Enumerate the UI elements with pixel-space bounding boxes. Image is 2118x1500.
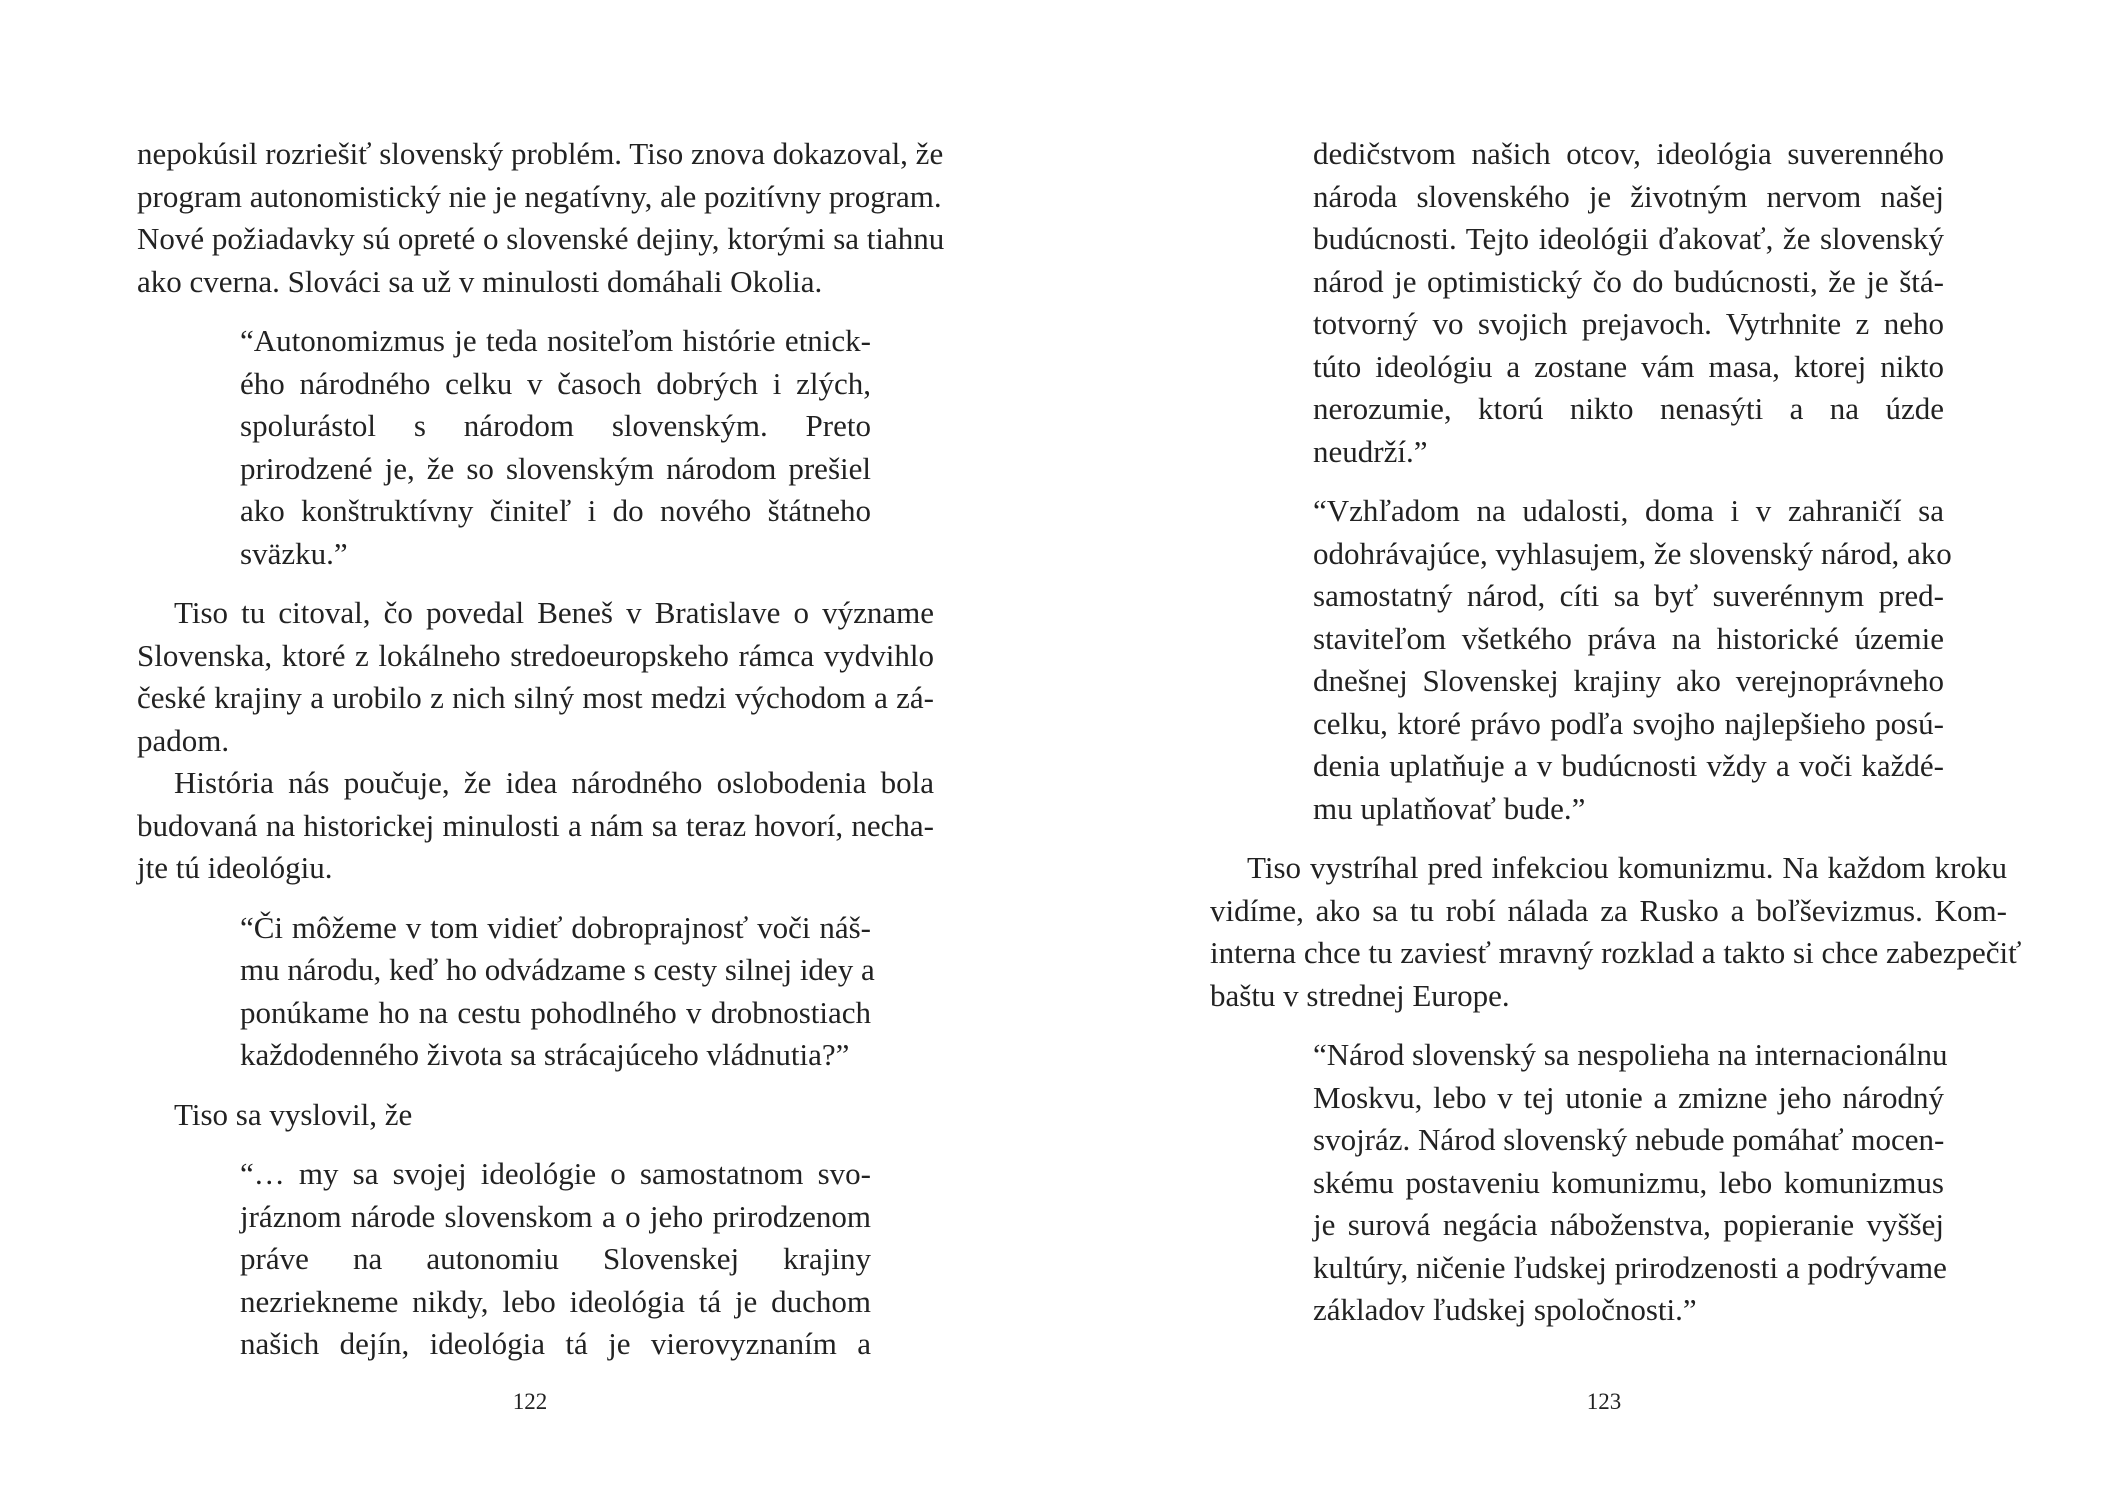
text-line: ponúkame ho na cestu pohodlného v drobnostiach [240, 994, 871, 1030]
text-line: Tiso tu citoval, čo povedal Beneš v Bratislave o význame [174, 595, 934, 630]
right-page-text [1210, 133, 2022, 1332]
text-line: samostatný národ, cíti sa byť suverénnym pred- [1313, 578, 1944, 613]
text-line: Slovenska, ktoré z lokálneho stredoeuropskeho rámca vydvihlo [137, 637, 934, 673]
text-line: “Vzhľadom na udalosti, doma i v zahraničí sa [1313, 493, 1944, 528]
text-line: Moskvu, lebo v tej utonie a zmizne jeho národný [1313, 1079, 1944, 1115]
text-line: národ je optimistický čo do budúcnosti, že je štá- [1313, 263, 1944, 299]
body-paragraph [1210, 847, 2022, 1017]
left-page-text [137, 133, 945, 1366]
text-line: svojráz. Národ slovenský nebude pomáhať mocen- [1313, 1122, 1945, 1157]
block-quote [1313, 490, 1952, 830]
text-line: História nás poučuje, že idea národného oslobodenia bola [174, 765, 934, 800]
text-line: spolurástol s národom slovenským. Preto [240, 408, 871, 443]
text-line: staviteľom všetkého práva na historické územie [1313, 620, 1944, 656]
block-quote [240, 1153, 871, 1366]
text-line: práve na autonomiu Slovenskej krajiny [240, 1241, 871, 1276]
page-number: 122 [512, 1389, 548, 1414]
text-line: jráznom národe slovenskom a o jeho prirodzenom [240, 1198, 871, 1234]
text-line: prirodzené je, že so slovenským národom prešiel [240, 450, 871, 486]
text-line: české krajiny a urobilo z nich silný most medzi východom a zá- [137, 680, 934, 715]
text-line: sväzku.” [240, 535, 348, 571]
body-paragraph [137, 762, 934, 890]
text-line: kultúry, ničenie ľudskej prirodzenosti a podrývame [1313, 1249, 1947, 1285]
text-line: dnešnej Slovenskej krajiny ako verejnoprávneho [1313, 663, 1944, 698]
body-paragraph [137, 592, 934, 762]
text-line: odohrávajúce, vyhlasujem, že slovenský národ, ako [1313, 535, 1952, 571]
text-line: mu národu, keď ho odvádzame s cesty silnej idey a [240, 952, 875, 987]
text-line: ako cverna. Slováci sa už v minulosti domáhali Okolia. [137, 263, 823, 299]
text-line: “… my sa svojej ideológie o samostatnom svo- [240, 1156, 871, 1191]
text-line: túto ideológiu a zostane vám masa, ktorej nikto [1313, 348, 1944, 384]
text-line: skému postaveniu komunizmu, lebo komunizmus [1313, 1164, 1944, 1200]
text-line: ého národného celku v časoch dobrých i zlých, [240, 365, 871, 401]
text-line: nepokúsil rozriešiť slovenský problém. Tiso znova dokazoval, že [137, 136, 944, 171]
text-line: mu uplatňovať bude.” [1313, 790, 1586, 826]
text-line: denia uplatňuje a v budúcnosti vždy a voči každé- [1313, 748, 1944, 783]
text-line: budovaná na historickej minulosti a nám sa teraz hovorí, necha- [137, 807, 934, 843]
block-quote [240, 907, 875, 1077]
right-page [1059, 0, 2118, 1500]
text-line: našich dejín, ideológia tá je vierovyznaním a [240, 1326, 871, 1361]
text-line: Nové požiadavky sú opreté o slovenské dejiny, ktorými sa tiahnu [137, 221, 945, 256]
text-line: ako konštruktívny činiteľ i do nového štátneho [240, 493, 871, 528]
text-line: nerozumie, ktorú nikto nenasýti a na úzde [1313, 391, 1944, 426]
text-line: program autonomistický nie je negatívny, ale pozitívny program. [137, 178, 942, 214]
text-line: jte tú ideológiu. [137, 850, 333, 885]
text-line: vidíme, ako sa tu robí nálada za Rusko a boľševizmus. Kom- [1210, 892, 2007, 928]
block-quote [1313, 1034, 1948, 1332]
page-number: 123 [1586, 1389, 1622, 1414]
text-line: “Národ slovenský sa nespolieha na internacionálnu [1313, 1037, 1948, 1072]
body-paragraph [137, 1094, 934, 1137]
text-line: budúcnosti. Tejto ideológii ďakovať, že slovenský [1313, 221, 1944, 256]
text-line: neudrží.” [1313, 433, 1428, 469]
text-line: nezriekneme nikdy, lebo ideológia tá je duchom [240, 1283, 871, 1319]
block-quote [240, 320, 871, 575]
text-line: totvorný vo svojich prejavoch. Vytrhnite z neho [1313, 306, 1944, 341]
text-line: baštu v strednej Europe. [1210, 977, 1510, 1013]
text-line: základov ľudskej spoločnosti.” [1313, 1292, 1697, 1327]
text-line: interna chce tu zaviesť mravný rozklad a takto si chce zabezpečiť [1210, 935, 2022, 970]
text-line: Tiso sa vyslovil, že [174, 1096, 413, 1132]
block-quote [1313, 133, 1944, 473]
body-paragraph [137, 133, 945, 303]
text-line: “Autonomizmus je teda nositeľom histórie etnick- [240, 323, 871, 358]
text-line: je surová negácia náboženstva, popieranie vyššej [1313, 1207, 1944, 1242]
text-line: dedičstvom našich otcov, ideológia suverenného [1313, 136, 1944, 171]
text-line: celku, ktoré právo podľa svojho najlepšieho posú- [1313, 705, 1944, 741]
text-line: každodenného života sa strácajúceho vládnutia?” [240, 1037, 850, 1072]
text-line: Tiso vystríhal pred infekciou komunizmu. Na každom kroku [1247, 850, 2007, 885]
text-line: “Či môžeme v tom vidieť dobroprajnosť voči náš- [240, 909, 871, 945]
text-line: národa slovenského je životným nervom našej [1313, 178, 1944, 214]
text-line: padom. [137, 722, 230, 758]
